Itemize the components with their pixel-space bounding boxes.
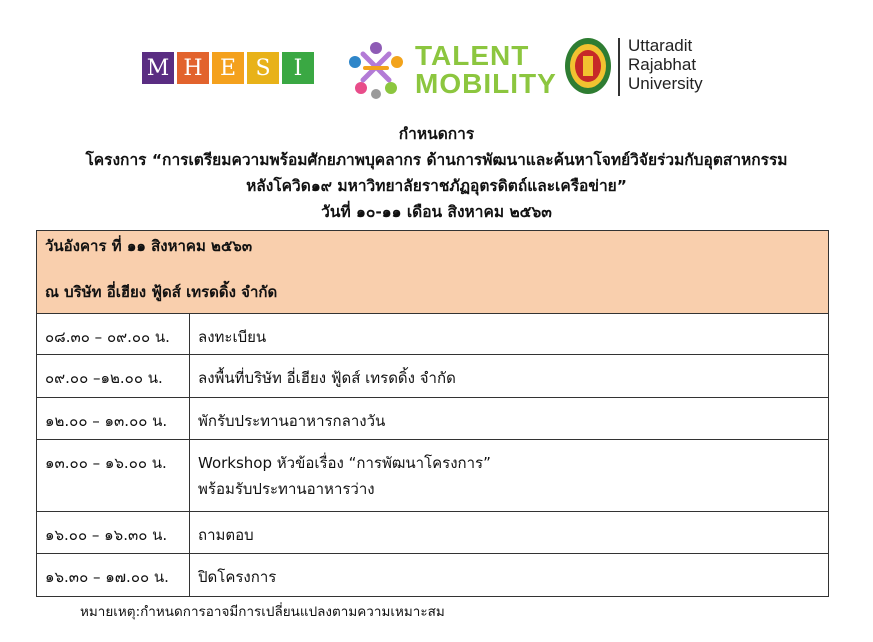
mhesi-letter-e: E bbox=[212, 52, 244, 84]
logo-divider bbox=[618, 38, 620, 96]
row-time: ๑๖.๓๐ – ๑๗.๐๐ น. bbox=[37, 554, 190, 597]
row-time: ๐๙.๐๐ –๑๒.๐๐ น. bbox=[37, 355, 190, 398]
row-time: ๑๓.๐๐ – ๑๖.๐๐ น. bbox=[37, 440, 190, 512]
table-row bbox=[37, 554, 829, 597]
row-activity: พักรับประทานอาหารกลางวัน bbox=[190, 398, 829, 440]
document-heading bbox=[0, 121, 873, 225]
mhesi-letter-i: I bbox=[282, 52, 314, 84]
mhesi-logo bbox=[142, 52, 314, 84]
table-header-cell bbox=[37, 231, 829, 314]
row-activity bbox=[190, 440, 829, 512]
talent-text: TALENT bbox=[415, 40, 530, 71]
mhesi-letter-m: M bbox=[142, 52, 174, 84]
heading-date: วันที่ ๑๐-๑๑ เดือน สิงหาคม ๒๕๖๓ bbox=[321, 203, 552, 221]
row-activity: ปิดโครงการ bbox=[190, 554, 829, 597]
heading-title: กำหนดการ bbox=[398, 125, 475, 143]
row-activity: ลงพื้นที่บริษัท อี่เฮียง ฟู้ดส์ เทรดดิ้ง จำกัด bbox=[190, 355, 829, 398]
university-seal-icon bbox=[563, 36, 613, 96]
university-name-line3: University bbox=[628, 74, 703, 93]
row-time: ๐๘.๓๐ – ๐๙.๐๐ น. bbox=[37, 314, 190, 355]
row-time: ๑๖.๐๐ – ๑๖.๓๐ น. bbox=[37, 512, 190, 554]
heading-project-line2: หลังโควิด๑๙ มหาวิทยาลัยราชภัฏอุตรดิตถ์และเครือข่าย” bbox=[246, 177, 627, 195]
university-wordmark bbox=[628, 36, 703, 93]
mhesi-letter-s: S bbox=[247, 52, 279, 84]
heading-project-line1: โครงการ “การเตรียมความพร้อมศักยภาพบุคลากร ด้านการพัฒนาและค้นหาโจทย์วิจัยร่วมกับอุตสาหกรรม bbox=[85, 151, 788, 169]
row-activity-line1: Workshop หัวข้อเรื่อง “การพัฒนาโครงการ” bbox=[198, 454, 491, 472]
row-activity: ลงทะเบียน bbox=[190, 314, 829, 355]
university-name-line1: Uttaradit bbox=[628, 36, 693, 55]
talent-mobility-wordmark bbox=[415, 42, 557, 98]
table-row bbox=[37, 355, 829, 398]
schedule-table bbox=[36, 230, 829, 597]
university-name-line2: Rajabhat bbox=[628, 55, 697, 74]
row-time: ๑๒.๐๐ – ๑๓.๐๐ น. bbox=[37, 398, 190, 440]
footnote: หมายเหตุ:กำหนดการอาจมีการเปลี่ยนแปลงตามความเหมาะสม bbox=[80, 604, 445, 620]
table-row bbox=[37, 398, 829, 440]
table-row bbox=[37, 314, 829, 355]
table-row bbox=[37, 440, 829, 512]
row-activity-line2: พร้อมรับประทานอาหารว่าง bbox=[198, 480, 375, 498]
schedule-venue: ณ บริษัท อี่เฮียง ฟู้ดส์ เทรดดิ้ง จำกัด bbox=[45, 283, 278, 301]
mhesi-letter-h: H bbox=[177, 52, 209, 84]
logo-bar bbox=[0, 18, 873, 99]
talent-mobility-icon bbox=[345, 40, 407, 102]
row-activity: ถามตอบ bbox=[190, 512, 829, 554]
table-header-row bbox=[37, 231, 829, 314]
schedule-day: วันอังคาร ที่ ๑๑ สิงหาคม ๒๕๖๓ bbox=[45, 237, 253, 255]
table-row bbox=[37, 512, 829, 554]
mobility-text: MOBILITY bbox=[415, 68, 557, 99]
